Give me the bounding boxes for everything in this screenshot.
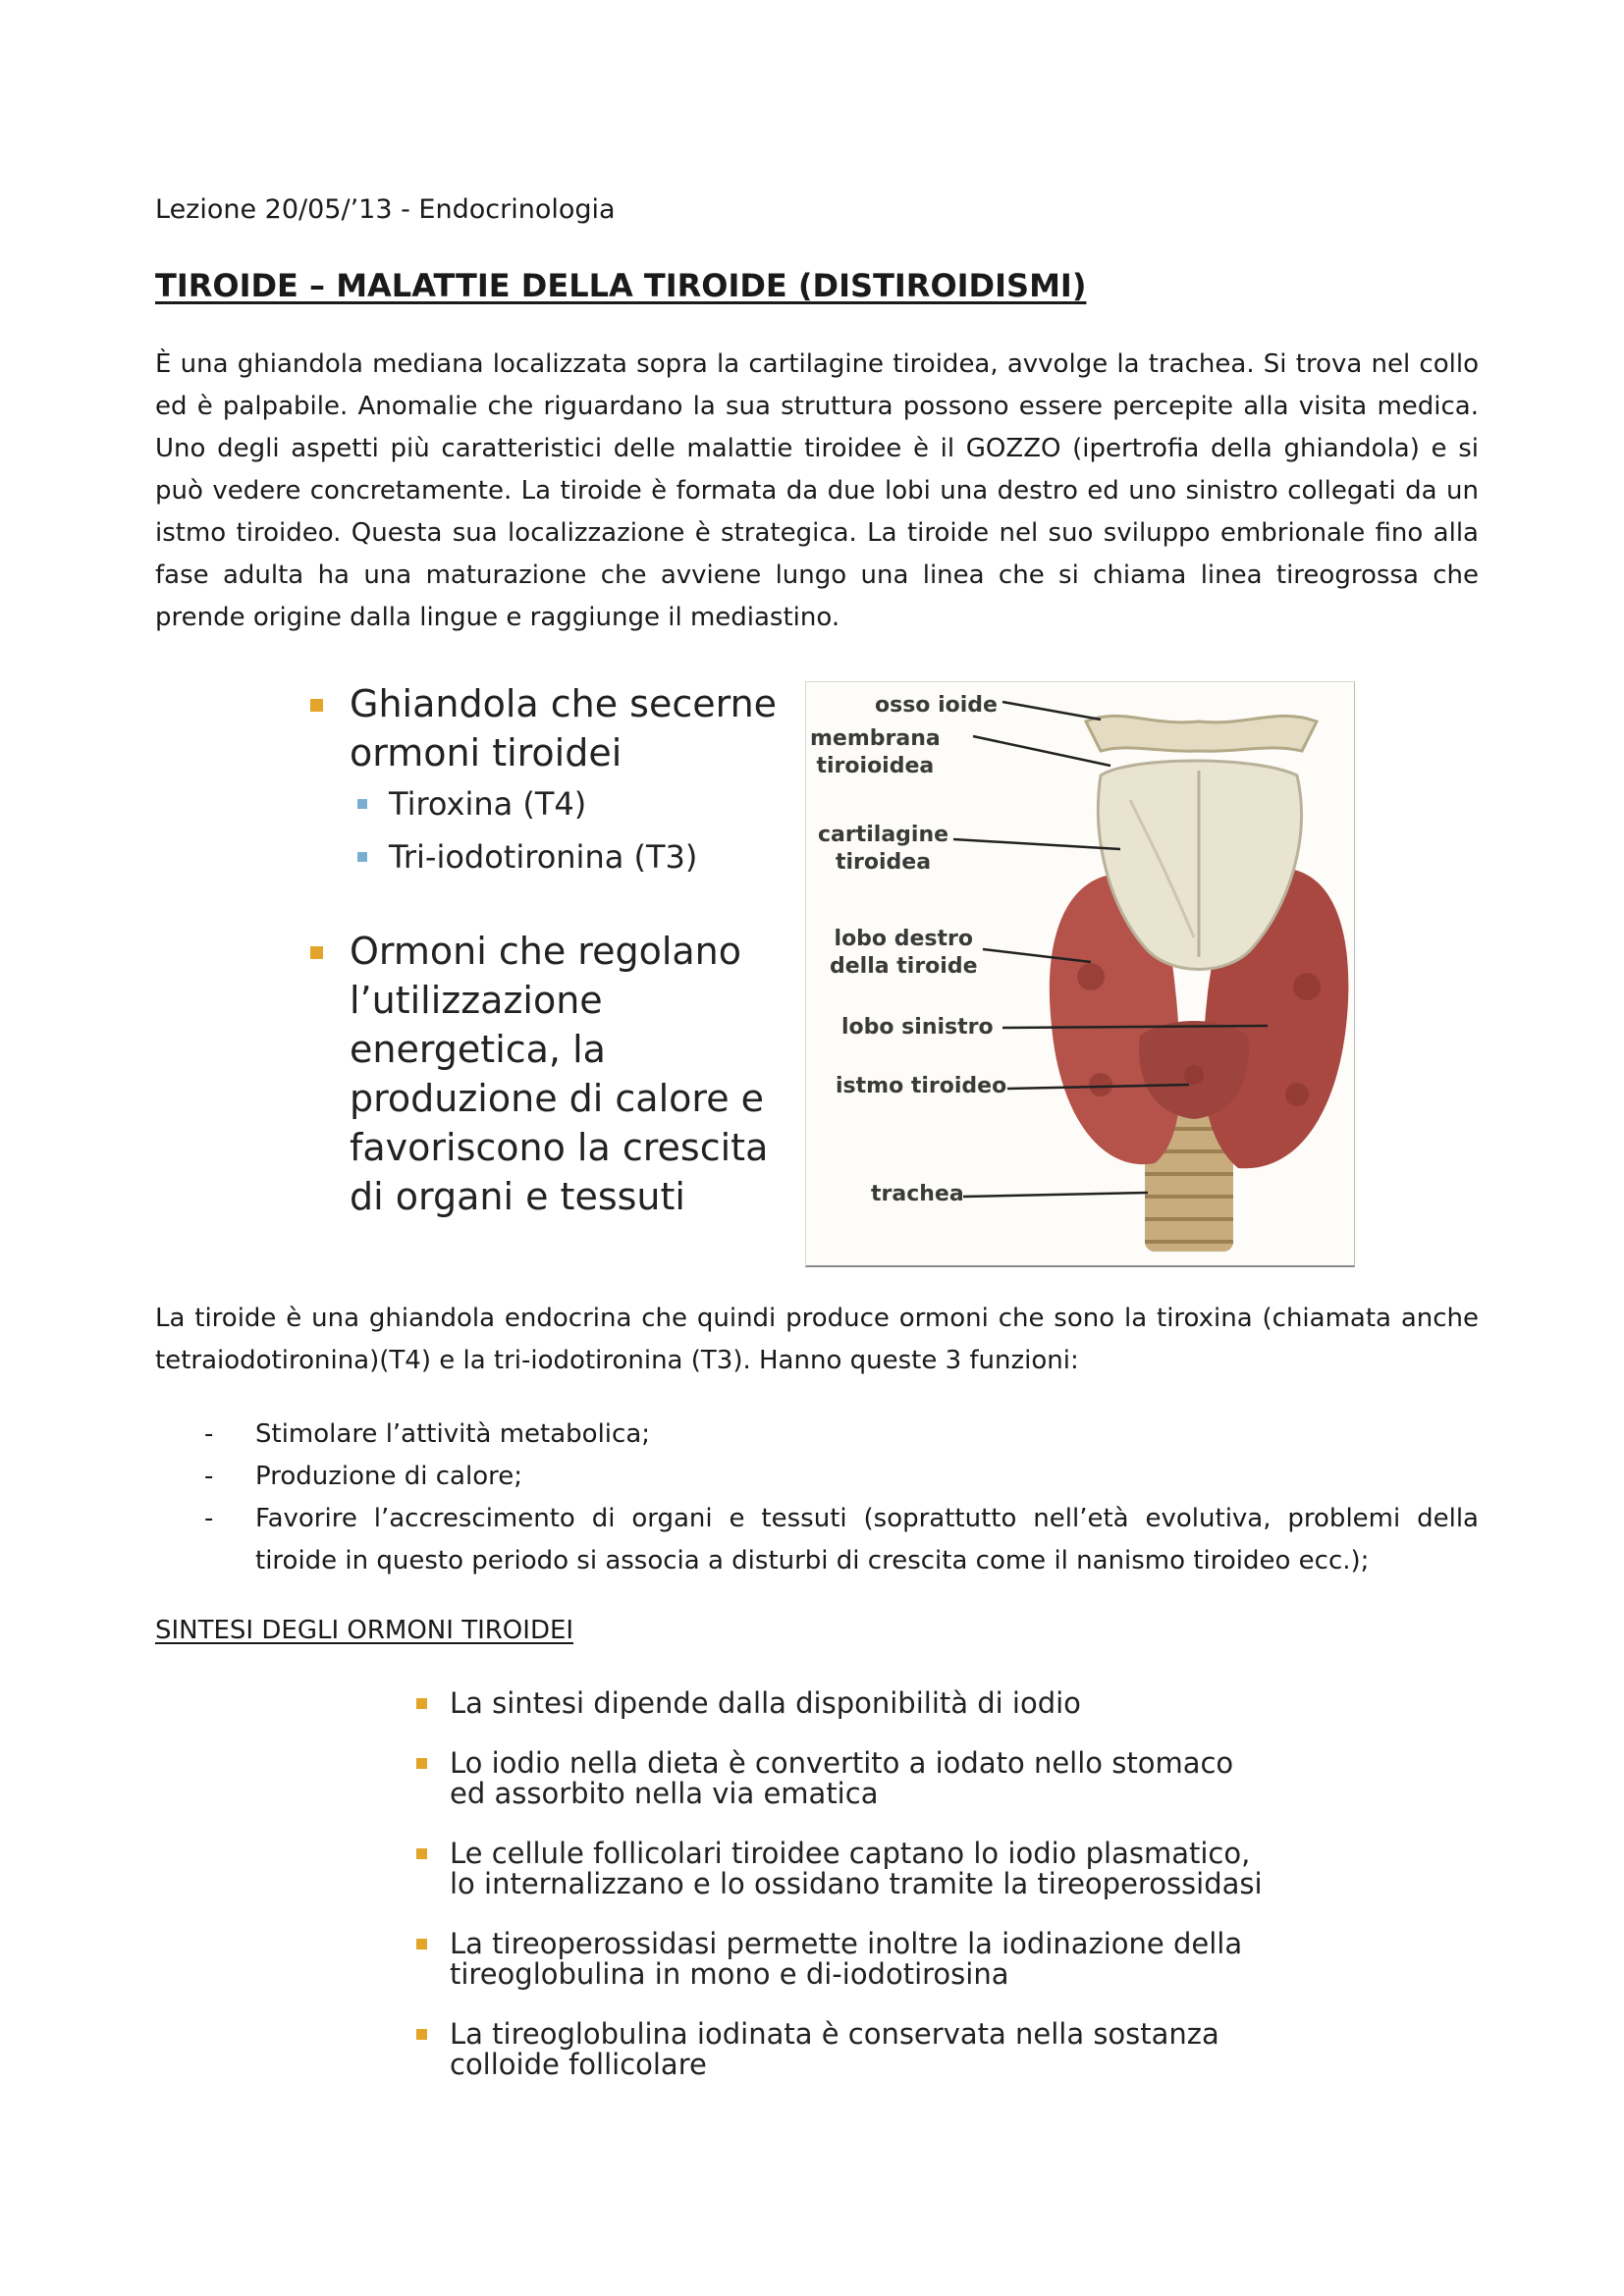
- slide-item-hormones: [304, 679, 795, 777]
- synthesis-bullet-list: [412, 1688, 1276, 2109]
- square-bullet-icon: [416, 1848, 427, 1859]
- slide-item-label: Ormoni che regolano l’utilizzazione energetica, la produzione di calore e favoriscono la crescita di organi e tessuti: [350, 930, 769, 1218]
- label-istmo-tiroideo: istmo tiroideo: [836, 1074, 1007, 1098]
- dash-bullet-icon: -: [204, 1419, 214, 1449]
- list-item: [155, 1414, 1479, 1456]
- slide-bullet-list: [304, 679, 795, 1221]
- lecture-header: Lezione 20/05/’13 - Endocrinologia: [155, 194, 616, 225]
- label-membrana-tiroioidea: membrana tiroioidea: [810, 726, 941, 778]
- label-cartilagine-tiroidea: cartilagine tiroidea: [818, 823, 949, 875]
- square-bullet-icon: [416, 2029, 427, 2040]
- label-trachea: trachea: [871, 1182, 964, 1206]
- list-item-text: Produzione di calore;: [255, 1462, 522, 1491]
- list-item: [155, 1456, 1479, 1498]
- square-bullet-icon: [310, 699, 323, 712]
- square-bullet-icon: [416, 1758, 427, 1769]
- list-item: [412, 1748, 1276, 1809]
- square-bullet-icon: [357, 799, 367, 809]
- label-osso-ioide: osso ioide: [875, 693, 998, 718]
- slide-subitem-t4: [304, 777, 795, 830]
- list-item-text: Le cellule follicolari tiroidee captano lo iodio plasmatico, lo internalizzano e lo ossidano tramite la tireoperossidasi: [450, 1837, 1263, 1900]
- slide-item-regulation: [304, 927, 795, 1221]
- hyoid-shape: [1086, 716, 1317, 751]
- label-lobo-sinistro: lobo sinistro: [841, 1015, 994, 1040]
- square-bullet-icon: [357, 852, 367, 862]
- slide-item-label: Ghiandola che secerne ormoni tiroidei: [350, 682, 778, 774]
- list-item: [155, 1498, 1479, 1582]
- slide-subitem-label: Tiroxina (T4): [389, 785, 587, 823]
- list-item-text: Favorire l’accrescimento di organi e tessuti (soprattutto nell’età evolutiva, problemi della tiroide in questo periodo si associa a disturbi di crescita come il nanismo tiroideo ecc.);: [255, 1504, 1479, 1575]
- list-item: [412, 1929, 1276, 1990]
- slide-subitem-label: Tri-iodotironina (T3): [389, 838, 698, 876]
- list-item-text: Lo iodio nella dieta è convertito a iodato nello stomaco ed assorbito nella via ematica: [450, 1746, 1234, 1810]
- list-item-text: La tireoglobulina iodinata è conservata nella sostanza colloide follicolare: [450, 2017, 1219, 2081]
- functions-list: [155, 1414, 1479, 1582]
- intro-paragraph: È una ghiandola mediana localizzata sopra la cartilagine tiroidea, avvolge la trachea. Si trova nel collo ed è palpabile. Anomalie che riguardano la sua struttura possono essere percepite alla visita medica. Uno degli aspetti più caratteristici delle malattie tiroidee è il GOZZO (ipertrofia della ghiandola) e si può vedere concretamente. La tiroide è formata da due lobi una destro ed uno sinistro collegati da un istmo tiroideo. Questa sua localizzazione è strategica. La tiroide nel suo sviluppo embrionale fino alla fase adulta ha una maturazione che avviene lungo una linea che si chiama linea tireogrossa che prende origine dalla lingue e raggiunge il mediastino.: [155, 349, 1479, 632]
- square-bullet-icon: [416, 1698, 427, 1709]
- document-title: TIROIDE – MALATTIE DELLA TIROIDE (DISTIROIDISMI): [155, 267, 1087, 304]
- section-title-synthesis: SINTESI DEGLI ORMONI TIROIDEI: [155, 1616, 574, 1645]
- square-bullet-icon: [310, 946, 323, 959]
- square-bullet-icon: [416, 1939, 427, 1949]
- list-item: [412, 1688, 1276, 1719]
- slide-subitem-t3: [304, 830, 795, 883]
- thyroid-anatomy-illustration: [805, 681, 1355, 1267]
- list-item: [412, 2019, 1276, 2080]
- list-item-text: Stimolare l’attività metabolica;: [255, 1419, 651, 1449]
- list-item-text: La sintesi dipende dalla disponibilità di iodio: [450, 1686, 1081, 1720]
- functions-paragraph: La tiroide è una ghiandola endocrina che quindi produce ormoni che sono la tiroxina (chiamata anche tetraiodotironina)(T4) e la tri-iodotironina (T3). Hanno queste 3 funzioni:: [155, 1304, 1479, 1375]
- list-item-text: La tireoperossidasi permette inoltre la iodinazione della tireoglobulina in mono e di-iodotirosina: [450, 1927, 1243, 1991]
- label-lobo-destro: lobo destro della tiroide: [830, 927, 978, 979]
- list-item: [412, 1839, 1276, 1899]
- dash-bullet-icon: -: [204, 1462, 214, 1491]
- dash-bullet-icon: -: [204, 1504, 214, 1533]
